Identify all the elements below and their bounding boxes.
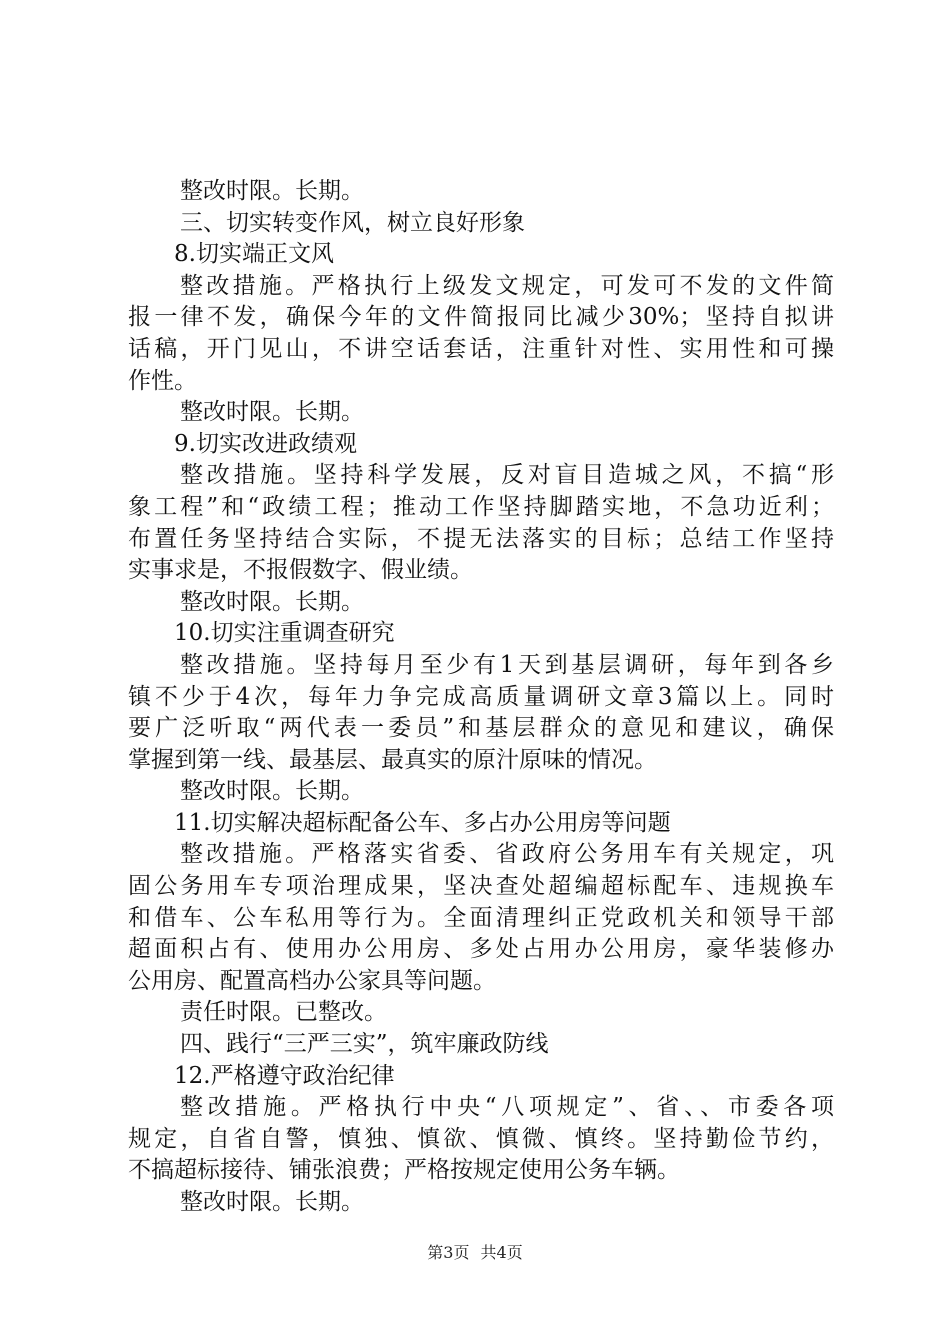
page-total: 共4页 <box>480 1243 523 1262</box>
document-body <box>128 176 834 1219</box>
paragraph-line: 整改措施。严格落实省委、省政府公务用车有关规定，巩 <box>180 841 834 868</box>
deadline-line: 责任时限。已整改。 <box>180 999 387 1026</box>
paragraph-line: 镇不少于4次，每年力争完成高质量调研文章3篇以上。同时 <box>128 683 834 710</box>
paragraph-line: 报一律不发，确保今年的文件简报同比减少30%；坚持自拟讲 <box>128 304 834 331</box>
paragraph-line: 规定，自省自警，慎独、慎欲、慎微、慎终。坚持勤俭节约， <box>128 1125 834 1152</box>
deadline-line: 整改时限。长期。 <box>180 399 364 426</box>
paragraph-line: 不搞超标接待、铺张浪费；严格按规定使用公务车辆。 <box>128 1157 680 1184</box>
page-footer <box>0 1240 950 1263</box>
item-heading: 12.严格遵守政治纪律 <box>174 1062 395 1089</box>
paragraph-line: 象工程”和“政绩工程；推动工作坚持脚踏实地，不急功近利； <box>128 493 834 520</box>
paragraph-line: 整改措施。坚持每月至少有1天到基层调研，每年到各乡 <box>180 651 834 678</box>
paragraph-line: 和借车、公车私用等行为。全面清理纠正党政机关和领导干部 <box>128 904 834 931</box>
paragraph-line: 整改措施。严格执行中央“八项规定”、省、、市委各项 <box>180 1094 834 1121</box>
paragraph-line: 整改措施。坚持科学发展，反对盲目造城之风，不搞“形 <box>180 462 834 489</box>
section-heading: 三、切实转变作风，树立良好形象 <box>180 209 525 236</box>
deadline-line: 整改时限。长期。 <box>180 778 364 805</box>
paragraph-line: 作性。 <box>128 367 197 394</box>
deadline-line: 整改时限。长期。 <box>180 1189 364 1215</box>
item-heading: 9.切实改进政绩观 <box>174 430 357 457</box>
item-heading: 8.切实端正文风 <box>174 241 334 268</box>
section-heading: 四、践行“三严三实”，筑牢廉政防线 <box>180 1031 549 1058</box>
paragraph-line: 固公务用车专项治理成果，坚决查处超编超标配车、违规换车 <box>128 873 834 900</box>
item-heading: 10.切实注重调查研究 <box>174 620 395 647</box>
paragraph-line: 布置任务坚持结合实际，不提无法落实的目标；总结工作坚持 <box>128 525 834 552</box>
paragraph-line: 要广泛听取“两代表一委员”和基层群众的意见和建议，确保 <box>128 715 834 742</box>
paragraph-line: 整改措施。严格执行上级发文规定，可发可不发的文件简 <box>180 272 834 299</box>
deadline-line: 整改时限。长期。 <box>180 178 364 204</box>
paragraph-line: 实事求是，不报假数字、假业绩。 <box>128 557 473 584</box>
paragraph-line: 公用房、配置高档办公家具等问题。 <box>128 967 496 994</box>
deadline-line: 整改时限。长期。 <box>180 588 364 615</box>
paragraph-line: 话稿，开门见山，不讲空话套话，注重针对性、实用性和可操 <box>128 335 834 362</box>
paragraph-line: 超面积占有、使用办公用房、多处占用办公用房，豪华装修办 <box>128 936 834 963</box>
item-heading: 11.切实解决超标配备公车、多占办公用房等问题 <box>174 809 671 836</box>
paragraph-line: 掌握到第一线、最基层、最真实的原汁原味的情况。 <box>128 746 657 773</box>
page-number: 第3页 <box>427 1243 470 1262</box>
